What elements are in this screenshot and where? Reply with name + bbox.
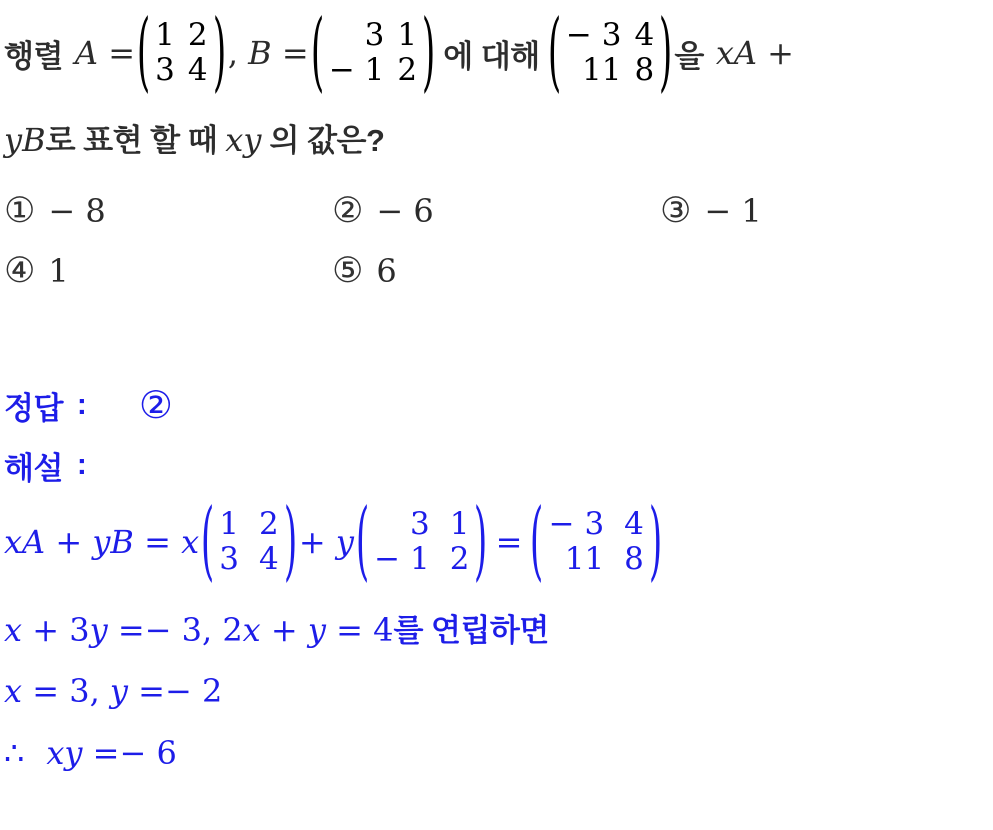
choice-5-number: ⑤ [332, 251, 364, 291]
matrix-cell: 4 [634, 17, 655, 54]
math-segment: y [335, 523, 354, 561]
problem-line-2 [4, 118, 993, 163]
math-segment: x [181, 523, 200, 561]
solution-matrix-a [199, 491, 299, 591]
answer-label: 정답 [4, 390, 63, 426]
matrix-cell: 1 [155, 17, 175, 54]
math-segment: = [98, 34, 135, 72]
choice-1 [4, 189, 332, 233]
matrix-cell: − 3 [565, 17, 622, 54]
math-segment: = [133, 523, 182, 561]
matrix-cell: 4 [259, 541, 279, 577]
matrix-cell: 1 [449, 506, 470, 543]
matrix-cell: 4 [624, 506, 644, 543]
choice-1-value: − 8 [48, 192, 106, 230]
solution-values-line [4, 668, 993, 714]
matrix-cell: − 1 [328, 52, 385, 88]
math-final-result [46, 734, 176, 772]
math-segment: =− 3, 2 [107, 611, 243, 649]
matrix-cell: 3 [155, 52, 175, 88]
math-segment: x [242, 611, 261, 649]
matrix-right-paren: ) [474, 491, 488, 591]
choice-5-value: 6 [376, 252, 397, 290]
therefore-symbol: ∴ [4, 734, 25, 772]
math-segment: + [757, 34, 794, 72]
matrix-cell: − 3 [548, 506, 605, 543]
solution-korean: 를 연립하면 [393, 613, 549, 648]
matrix-cell: 3 [219, 541, 240, 577]
math-segment: + [260, 611, 308, 649]
solution-matrix-b [354, 491, 490, 591]
solution-matrix-c [528, 491, 664, 591]
math-segment: = [271, 34, 309, 72]
explanation-colon: : [76, 448, 87, 481]
matrix-a-grid [155, 18, 207, 87]
math-segment: y [109, 672, 128, 710]
math-equals: = [495, 523, 523, 561]
matrix-a [135, 2, 228, 102]
problem-line-1 [4, 2, 993, 102]
choice-3-value: − 1 [704, 192, 762, 230]
math-solution-values [4, 672, 222, 710]
math-segment: B [110, 523, 134, 561]
choice-2-value: − 6 [376, 192, 434, 230]
math-a-equals [75, 34, 135, 72]
explanation-label-line [4, 445, 993, 485]
matrix-left-paren: ( [355, 491, 370, 591]
matrix-cell: 3 [409, 506, 430, 543]
math-segment: xy [225, 121, 262, 159]
choice-4-number: ④ [4, 251, 36, 291]
solution-matrix-c-grid [549, 507, 644, 576]
problem-prefix-korean: 행렬 [4, 38, 63, 74]
math-segment: + 3 [22, 611, 90, 649]
math-segment: A [733, 34, 757, 72]
solution-final-line [4, 730, 993, 776]
math-eq-lead [4, 523, 199, 561]
matrix-cell: 2 [397, 52, 418, 88]
matrix-cell: 1 [397, 17, 418, 54]
math-xa-plus [716, 34, 794, 72]
math-segment: =− 2 [127, 672, 223, 710]
solution-matrix-a-grid [219, 507, 278, 576]
math-segment: x [4, 672, 23, 710]
math-segment: B [248, 34, 272, 72]
choice-1-number: ① [4, 191, 36, 231]
math-plus-y [299, 523, 354, 561]
choice-list [4, 189, 993, 293]
matrix-cell: 11 [582, 52, 622, 88]
choice-5 [332, 249, 660, 293]
math-segment: x [715, 34, 734, 72]
math-segment: =− 6 [82, 734, 177, 772]
math-segment: = 3, [22, 672, 110, 710]
math-segment: y [89, 611, 108, 649]
matrix-cell: − 1 [374, 541, 430, 577]
solution-matrix-b-grid [374, 507, 469, 576]
math-comma-b-equals [228, 34, 309, 72]
answer-colon: : [76, 388, 87, 421]
math-segment: A [22, 523, 46, 561]
matrix-left-paren: ( [310, 2, 324, 102]
explanation-label: 해설 [4, 450, 63, 486]
math-segment: B [22, 121, 46, 159]
problem-suffix-korean: 을 [674, 38, 704, 74]
matrix-cell: 2 [259, 506, 279, 543]
matrix-cell: 8 [624, 541, 644, 577]
math-segment: + [298, 523, 336, 561]
math-segment: + [45, 523, 93, 561]
math-segment: x [4, 523, 23, 561]
matrix-cell: 1 [219, 506, 240, 543]
answer-line [4, 383, 993, 427]
matrix-right-paren: ) [648, 491, 663, 591]
matrix-cell: 2 [449, 541, 470, 577]
math-segment: , [227, 34, 249, 72]
math-segment: y [4, 121, 23, 159]
math-segment: x [4, 611, 23, 649]
solution-matrix-equation [4, 493, 993, 591]
matrix-left-paren: ( [136, 2, 151, 102]
problem-line2-end-korean: 의 값은? [261, 123, 385, 158]
matrix-b-grid [329, 18, 417, 87]
matrix-left-paren: ( [547, 2, 562, 102]
math-yb [4, 121, 46, 159]
choice-4 [4, 249, 332, 293]
matrix-cell: 3 [364, 17, 385, 54]
math-segment: A [74, 34, 99, 72]
choice-3-number: ③ [660, 191, 692, 231]
choice-2 [332, 189, 660, 233]
problem-mid-korean: 에 대해 [443, 38, 540, 74]
matrix-c [546, 2, 675, 102]
answer-value: ② [138, 383, 173, 427]
matrix-c-grid [566, 18, 654, 87]
matrix-right-paren: ) [283, 491, 298, 591]
solution-linear-system-line [4, 607, 993, 654]
choice-2-number: ② [332, 191, 364, 231]
matrix-right-paren: ) [659, 2, 673, 102]
math-segment: y [307, 611, 326, 649]
matrix-left-paren: ( [530, 491, 544, 591]
matrix-cell: 4 [187, 52, 208, 88]
matrix-b [309, 2, 438, 102]
choice-4-value: 1 [48, 252, 69, 290]
math-segment: xy [46, 734, 83, 772]
math-segment: = 4 [325, 611, 394, 649]
math-segment: y [92, 523, 111, 561]
choices-empty-cell [660, 249, 993, 293]
math-xy [225, 121, 261, 159]
matrix-left-paren: ( [200, 491, 215, 591]
matrix-cell: 2 [187, 17, 208, 54]
matrix-cell: 8 [634, 52, 655, 88]
choice-3 [660, 189, 993, 233]
matrix-cell: 11 [564, 541, 605, 577]
math-linear-system [4, 611, 393, 649]
problem-line2-korean: 로 표현 할 때 [45, 123, 226, 158]
matrix-right-paren: ) [212, 2, 226, 102]
matrix-right-paren: ) [422, 2, 436, 102]
